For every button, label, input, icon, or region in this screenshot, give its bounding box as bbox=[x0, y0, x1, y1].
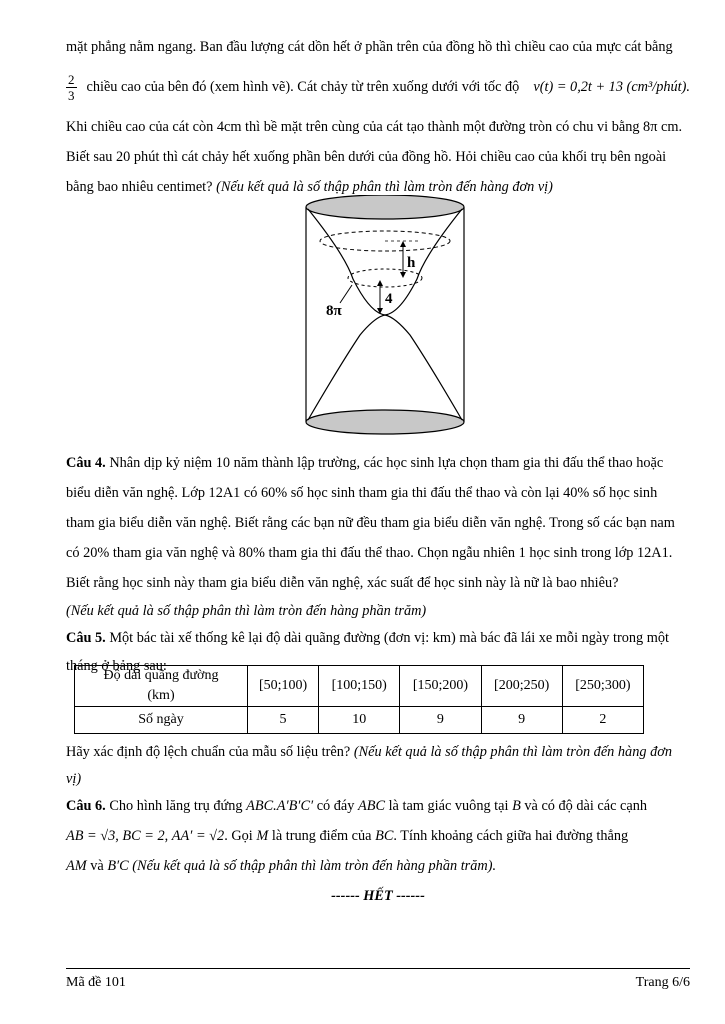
h-arrow-head-bottom bbox=[400, 272, 406, 278]
table-interval: [100;150) bbox=[319, 666, 400, 707]
questions-block-2 bbox=[66, 737, 690, 911]
intro-line-3: Khi chiều cao của cát còn 4cm thì bề mặt trên cùng của cát tạo thành một đường tròn có chu vi bằng 8π cm. bbox=[66, 119, 683, 135]
four-arrow-head-bottom bbox=[377, 308, 383, 314]
distance-table bbox=[74, 665, 644, 734]
q5-line-1: Câu 5. Một bác tài xế thống kê lại độ dài quãng đường (đơn vị: km) mà bác đã lái xe mỗi ngày trong một bbox=[66, 630, 669, 646]
q5-question: Hãy xác định độ lệch chuẩn của mẫu số liệu trên? (Nếu kết quả là số thập phân thì làm tròn đến hàng đơn bbox=[66, 744, 672, 760]
q6-line-2: AB = √3, BC = 2, AA′ = √2. Gọi M là trung điểm của BC. Tính khoảng cách giữa hai đường thẳng bbox=[66, 828, 629, 844]
cylinder-bottom bbox=[306, 410, 464, 434]
h-arrow-head-top bbox=[400, 241, 406, 247]
table-count: 5 bbox=[248, 707, 319, 734]
q4-line-2: biểu diễn văn nghệ. Lớp 12A1 có 60% số học sinh tham gia thi đấu thể thao và còn lại 40% số học sinh bbox=[66, 485, 658, 501]
intro-line-2 bbox=[66, 62, 690, 112]
label-h: h bbox=[407, 255, 416, 271]
lower-funnel bbox=[308, 315, 462, 420]
table-interval: [200;250) bbox=[481, 666, 562, 707]
table-header-label: Độ dài quãng đường (km) bbox=[75, 666, 248, 707]
intro-line-1: mặt phẳng nằm ngang. Ban đầu lượng cát dồn hết ở phần trên của đồng hồ thì chiều cao của mực cát bằng bbox=[66, 39, 673, 55]
table-interval: [50;100) bbox=[248, 666, 319, 707]
questions-block bbox=[66, 448, 690, 680]
page-number: Trang 6/6 bbox=[635, 975, 690, 990]
table-row bbox=[75, 666, 644, 707]
end-mark: ------ HẾT ------ bbox=[331, 888, 425, 904]
q4-line-4: có 20% tham gia văn nghệ và 80% tham gia thi đấu thể thao. Chọn ngẫu nhiên 1 học sinh trong lớp 12A1. bbox=[66, 545, 673, 561]
intro-line-5: bằng bao nhiêu centimet? (Nếu kết quả là số thập phân thì làm tròn đến hàng đơn vị) bbox=[66, 179, 553, 195]
q4-line-1: Câu 4. Nhân dịp kỷ niệm 10 năm thành lập trường, các học sinh lựa chọn tham gia thi đấu thể thao hoặc bbox=[66, 455, 664, 471]
intro-line-4: Biết sau 20 phút thì cát chảy hết xuống phần bên dưới của đồng hồ. Hỏi chiều cao của khối trụ bên ngoài bbox=[66, 149, 667, 165]
q5-note-end: vị) bbox=[66, 771, 82, 787]
speed-formula: v(t) = 0,2t + 13 (cm³/phút). bbox=[533, 78, 690, 95]
q4-label: Câu 4. bbox=[66, 455, 106, 471]
intro-note: (Nếu kết quả là số thập phân thì làm tròn đến hàng đơn vị) bbox=[216, 179, 553, 195]
label-4: 4 bbox=[385, 291, 393, 307]
hourglass-figure bbox=[300, 195, 470, 440]
sand-level-circle bbox=[348, 269, 422, 287]
table-row bbox=[75, 707, 644, 734]
label-8pi: 8π bbox=[326, 303, 342, 319]
table-row-label: Số ngày bbox=[75, 707, 248, 734]
exam-code: Mã đề 101 bbox=[66, 975, 126, 990]
table-count: 9 bbox=[400, 707, 481, 734]
q4-line-5: Biết rằng học sinh này tham gia biểu diễn văn nghệ, xác suất để học sinh này là nữ là bao nhiêu? bbox=[66, 575, 619, 591]
cylinder-top bbox=[306, 195, 464, 219]
table-count: 10 bbox=[319, 707, 400, 734]
q6-line-3: AM và B′C (Nếu kết quả là số thập phân thì làm tròn đến hàng phần trăm). bbox=[66, 858, 497, 874]
table-interval: [150;200) bbox=[400, 666, 481, 707]
q5-line-2: tháng ở bảng sau: bbox=[66, 658, 167, 674]
page-content bbox=[66, 0, 690, 202]
q6-line-1: Câu 6. Cho hình lăng trụ đứng ABC.A′B′C′ có đáy ABC là tam giác vuông tại B và có độ dài các cạnh bbox=[66, 798, 648, 814]
table-count: 2 bbox=[562, 707, 643, 734]
intro-line-2-text: chiều cao của bên đó (xem hình vẽ). Cát chảy từ trên xuống dưới với tốc độ bbox=[86, 78, 520, 95]
four-arrow-head-top bbox=[377, 280, 383, 286]
table-count: 9 bbox=[481, 707, 562, 734]
circumference-pointer bbox=[340, 285, 352, 303]
fraction-two-thirds: $\frac{2}{3}$ bbox=[68, 71, 75, 103]
table-interval: [250;300) bbox=[562, 666, 643, 707]
page-footer bbox=[66, 968, 690, 991]
q4-line-3: tham gia biểu diễn văn nghệ. Biết rằng các bạn nữ đều tham gia biểu diễn văn nghệ. Trong số các bạn nam bbox=[66, 515, 675, 531]
q6-label: Câu 6. bbox=[66, 798, 106, 814]
q4-note: (Nếu kết quả là số thập phân thì làm tròn đến hàng phần trăm) bbox=[66, 603, 427, 619]
q5-label: Câu 5. bbox=[66, 630, 106, 646]
